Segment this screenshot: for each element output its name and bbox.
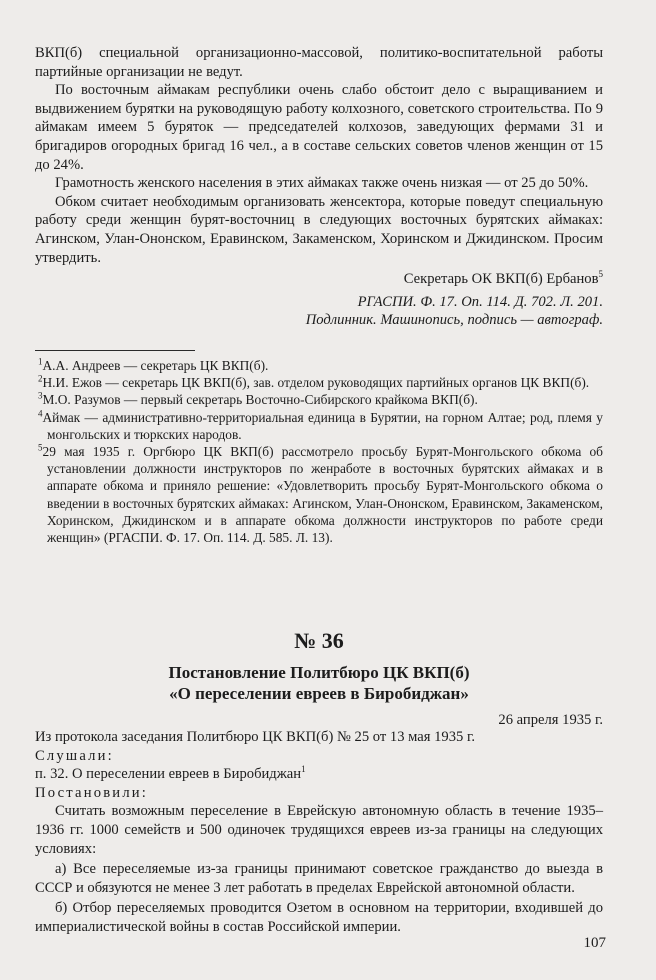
protocol-section xyxy=(35,728,603,937)
footnote: $^2$Н.И. Ежов — секретарь ЦК ВКП(б), зав. отделом руководящих партийных органов ЦК ВКП(б). xyxy=(38,373,590,391)
paragraph: а) Все переселяемые из-за границы принимают советское гражданство до выезда в СССР и обязуются не менее 3 лет работать в пределах Еврейской автономной области. xyxy=(35,861,603,896)
signature: Секретарь ОК ВКП(б) Ербанов xyxy=(403,271,599,288)
document-date: 26 апреля 1935 г. xyxy=(498,712,603,728)
footnote: $^3$М.О. Разумов — первый секретарь Восточно-Сибирского крайкома ВКП(б). xyxy=(38,390,478,408)
signature-line xyxy=(35,270,603,289)
document-title-subject: «О переселении евреев в Биробиджан» xyxy=(169,684,469,703)
top-section xyxy=(35,44,603,330)
page-number: 107 xyxy=(583,935,606,951)
footnote-marker: 1 xyxy=(301,764,306,775)
paragraph: Обком считает необходимым организовать женсектора, которые поведут специальную работу среди женщин бурят-восточниц в следующих восточных бурятских аймаках: Агинском, Улан-Ононском, Еравинском, Закаменском, Хоринском и Джидинском. Просим утвердить. xyxy=(35,193,603,266)
protocol-line: Из протокола заседания Политбюро ЦК ВКП(б) № 25 от 13 мая 1935 г. xyxy=(35,729,475,745)
footnote: $^4$Аймак — административно-территориальная единица в Бурятии, на горном Алтае; род, племя у монгольских и тюркских народов. xyxy=(38,408,603,442)
paragraph: Грамотность женского населения в этих аймаках также очень низкая — от 25 до 50%. xyxy=(55,175,589,192)
heard-label: Слушали: xyxy=(35,747,114,764)
decided-label: Постановили: xyxy=(35,784,149,801)
document-number: № 36 xyxy=(294,628,344,653)
footnote: $^5$29 мая 1935 г. Оргбюро ЦК ВКП(б) рассмотрело просьбу Бурят-Монгольского обкома об установлении должности инструкторов по женработе в восточных бурятских аймаках и в аппарате обкома и приняло решение: «Удовлетворить просьбу Бурят-Монгольского обкома о введении в восточных бурятских аймаках: Агинском, Улан-Ононском, Еравинском, Закаменском, Хоринском, Джидинском и в аппарате обкома должности инструкторов по работе среди женщин» (РГАСПИ. Ф. 17. Оп. 114. Д. 585. Л. 13). xyxy=(38,442,603,546)
archive-note: Подлинник. Машинопись, подпись — автограф. xyxy=(305,312,603,329)
document-title: Постановление Политбюро ЦК ВКП(б) xyxy=(168,663,470,682)
footnote: $^1$А.А. Андреев — секретарь ЦК ВКП(б). xyxy=(38,356,269,373)
footnotes xyxy=(35,357,603,546)
document-header xyxy=(35,628,603,730)
footnote-divider xyxy=(35,350,195,351)
archive-reference: РГАСПИ. Ф. 17. Оп. 114. Д. 702. Л. 201. xyxy=(357,293,603,310)
paragraph: По восточным аймакам республики очень слабо обстоит дело с выращиванием и выдвижением бурятки на руководящую работу колхозного, советского строительства. По 9 аймакам имеем 5 буряток — председателей колхозов, заведующих фермами 31 и бригадиров огородных бригад 16 чел., а в составе сельских советов членов женщин от 15 до 24%. xyxy=(35,82,603,173)
footnote-marker: 5 xyxy=(598,269,603,280)
heard-item-line: п. 32. О переселении евреев в Биробиджан$^1$ xyxy=(35,764,306,783)
paragraph: ВКП(б) специальной организационно-массовой, политико-воспитательной работы партийные организации не ведут. xyxy=(35,45,603,80)
paragraph: Считать возможным переселение в Еврейскую автономную область в течение 1935–1936 гг. 1000 семейств и 500 одиночек трудящихся евреев из-за границы на следующих условиях: xyxy=(35,803,603,857)
paragraph: б) Отбор переселяемых проводится Озетом в основном на территории, входившей до империалистической войны в состав Российской империи. xyxy=(35,900,603,935)
